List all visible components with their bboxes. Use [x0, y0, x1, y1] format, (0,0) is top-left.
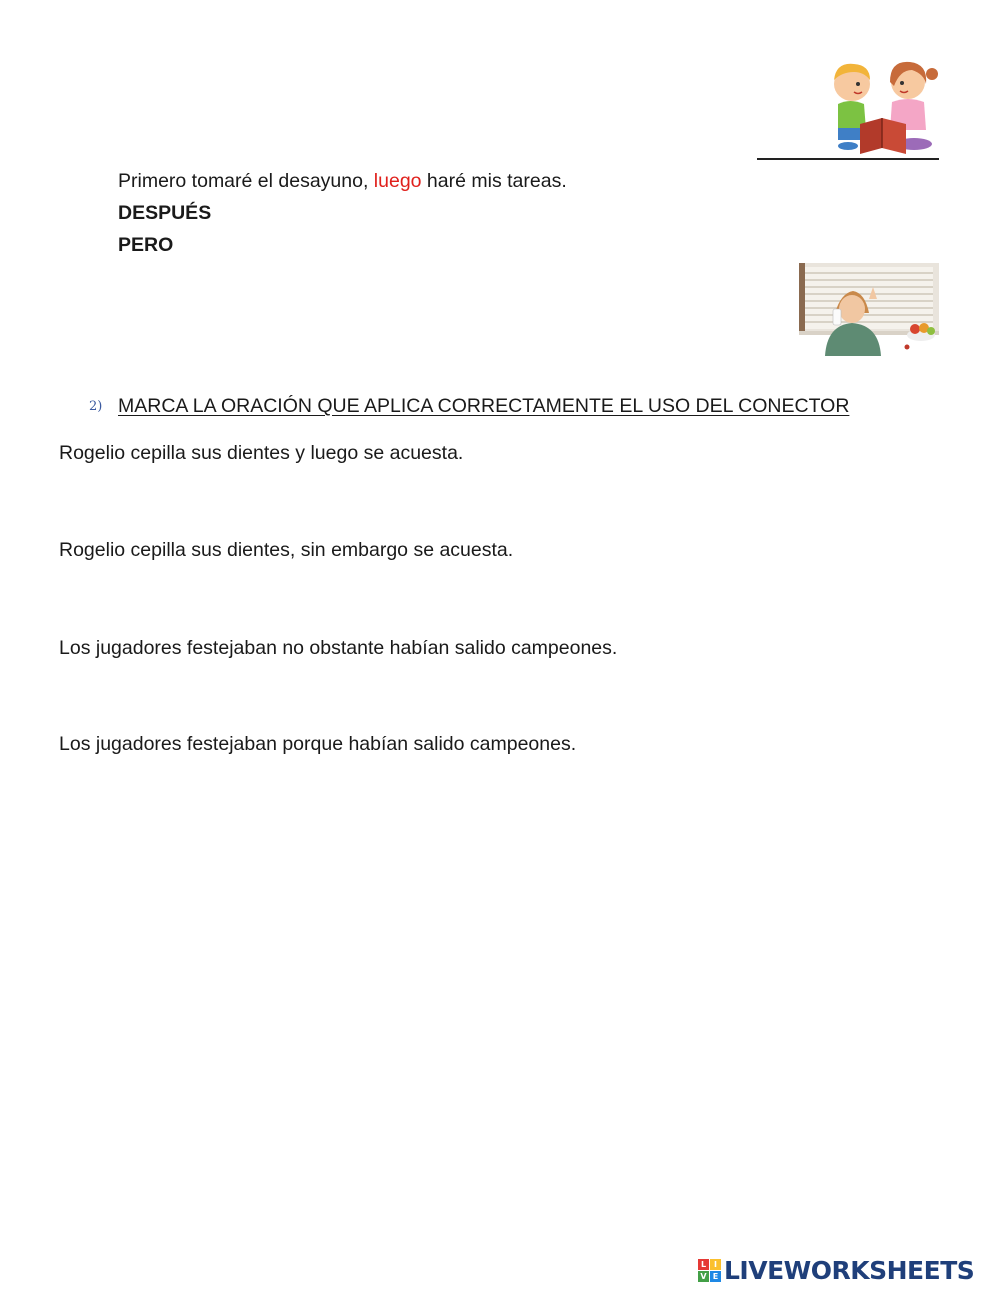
sentence-option-2[interactable]: Rogelio cepilla sus dientes, sin embargo se acuesta. — [59, 539, 514, 561]
logo-text: LIVEWORKSHEETS — [724, 1255, 975, 1285]
logo-tile-v: V — [698, 1271, 709, 1282]
logo-tile-i: I — [710, 1259, 721, 1270]
liveworksheets-logo — [698, 1256, 974, 1284]
example-sentence — [118, 169, 567, 193]
sentence-option-1[interactable]: Rogelio cepilla sus dientes y luego se acuesta. — [59, 442, 464, 464]
example-after: haré mis tareas. — [421, 170, 567, 192]
question-title: MARCA LA ORACIÓN QUE APLICA CORRECTAMENTE EL USO DEL CONECTOR — [118, 395, 850, 417]
breakfast-photo — [799, 263, 939, 356]
kids-reading-illustration — [820, 56, 940, 156]
sentence-option-3[interactable]: Los jugadores festejaban no obstante habían salido campeones. — [59, 637, 618, 659]
logo-tiles — [698, 1259, 721, 1282]
connector-option-pero: PERO — [118, 234, 174, 256]
logo-tile-l: L — [698, 1259, 709, 1270]
answer-line[interactable] — [757, 158, 939, 160]
sentence-option-4[interactable]: Los jugadores festejaban porque habían salido campeones. — [59, 733, 577, 755]
connector-option-despues: DESPUÉS — [118, 202, 212, 224]
logo-tile-e: E — [710, 1271, 721, 1282]
question-number: 2) — [89, 399, 103, 414]
example-before: Primero tomaré el desayuno, — [118, 170, 374, 192]
example-connector: luego — [373, 170, 422, 192]
